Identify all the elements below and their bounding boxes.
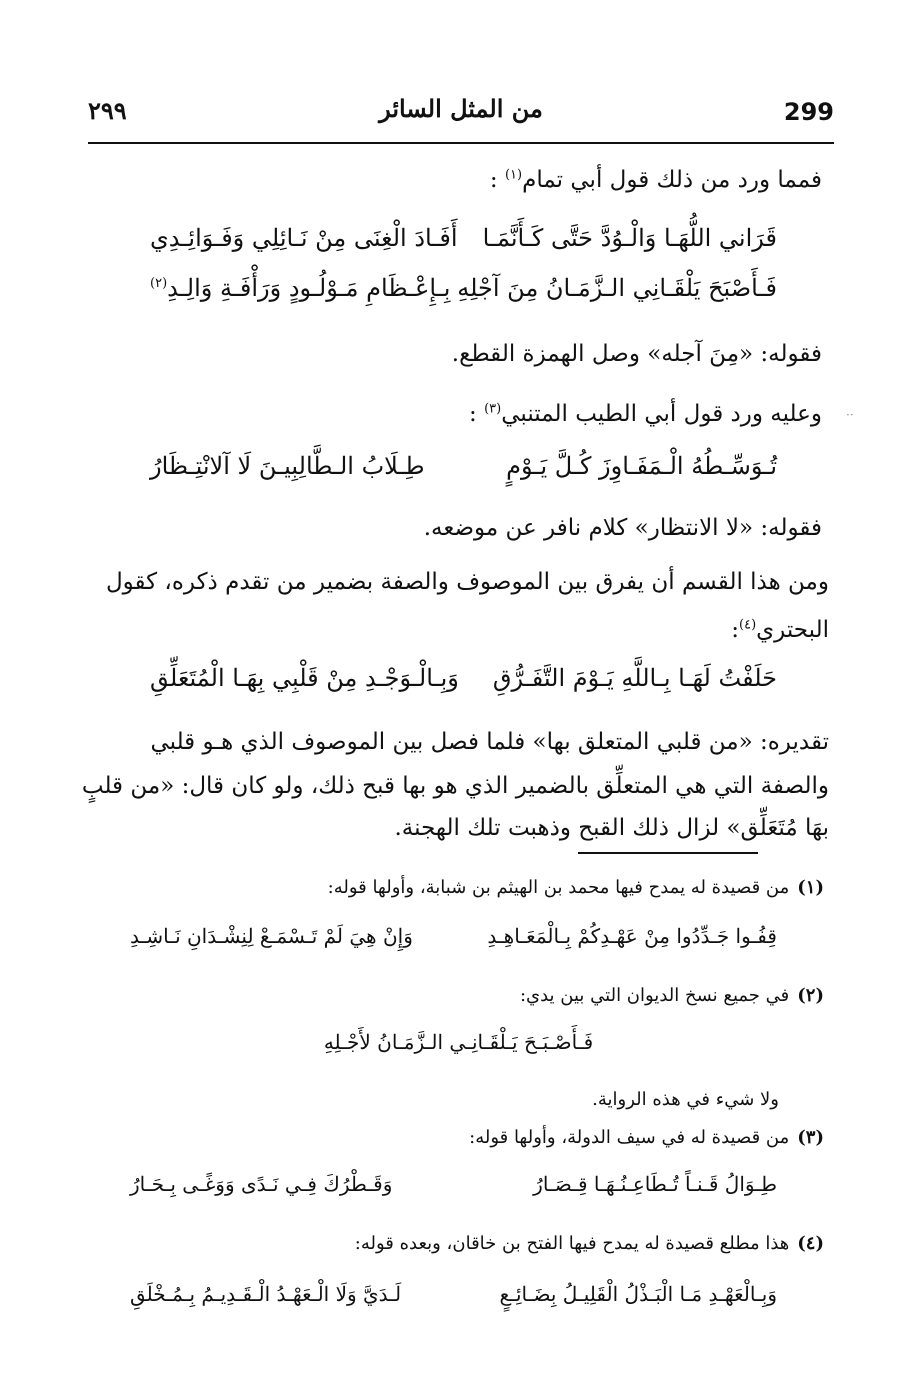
verse-line [150,266,777,310]
intro-abu-tammam [88,160,822,200]
footnote-verse [130,914,777,958]
verse-hemistich-second: وَبِـالْـوَجْـدِ مِنْ قَلْبِي بِهَـا الْمُتَعَلِّقِ [150,664,459,692]
paragraph-line: بهَا مُتَعَلِّق» لزال ذلك القبح وذهبت تلك الهجنة. [394,815,829,841]
footnote-mark: (١) [797,877,824,898]
intro-text: فمما ورد من ذلك قول أبي تمام [522,167,822,193]
paragraph-line: تقديره: «من قلبي المتعلق بها» فلما فصل بين الموصوف الذي هـو قلبي [150,729,829,755]
intro-mutanabbi [88,394,822,434]
header-rule [88,142,834,144]
paragraph-line: والصفة التي هي المتعلِّق بالضمير الذي هو بها قبح ذلك، ولو كان قال: «من قلبٍ [81,773,829,799]
verse-hemistich-second: وَقَـطْرُكَ فِـي نَـدًى وَوَغًـى بِـحَـارُ [130,1172,393,1196]
footnote-3 [110,1122,824,1154]
footnote-2 [110,980,824,1012]
verse-hemistich-second: وَإِنْ هِيَ لَمْ تَـسْمَـعْ لِنِشْـدَانِ نَـاشِـدِ [130,924,413,948]
verse-hemistich-second [150,266,450,310]
footnote-text: هذا مطلع قصيدة له يمدح فيها الفتح بن خاقان، وبعده قوله: [354,1233,790,1254]
comment-paragraph: فقوله: «مِنَ آجله» وصل الهمزة القطع. [451,341,822,367]
footnote-mark: (٣) [797,1127,824,1148]
footnote-verse [130,1162,777,1206]
verse-hemistich-first: تُـوَسِّـطُهُ الْـمَفَـاوِزَ كُـلَّ يَـوْمٍ [506,452,777,480]
running-header [88,90,834,142]
page-number-arabic: ٢٩٩ [88,96,127,125]
footnote-ref-2: (٢) [150,276,168,291]
verse-hemistich-second: طِـلَابُ الـطَّالِبِيـنَ لَا آلانْتِـظَارُ [150,452,425,480]
verse-hemistich-first: قَرَاني اللُّهَـا وَالْـوُدَّ حَتَّى كَـأَنَّمَـا [482,224,777,252]
verse-hemistich-first: طِـوَالُ قَـنـاً تُـطَاعِـنُـهَـا قِـصَـارُ [533,1172,777,1196]
footnote-separator [578,852,758,854]
paragraph-line: ومن هذا القسم أن يفرق بين الموصوف والصفة بضمير من تقدم ذكره، كقول [105,569,829,595]
footnote-ref-1: (١) [504,167,523,183]
intro-text: وعليه ورد قول أبي الطيب المتنبي [501,401,822,427]
footnote-verse [130,1272,777,1316]
margin-mark: ·· [846,408,854,422]
verse-line [150,656,777,700]
footnote-text: في جميع نسخ الديوان التي بين يدي: [519,985,790,1006]
footnote-mark: (٤) [797,1233,824,1254]
verse-hemistich-first: حَلَفْتُ لَهَـا بِـاللَّهِ يَـوْمَ التَّفَـرُّقِ [492,664,777,692]
page-number-western: 299 [783,98,834,126]
paragraph-line [88,610,829,650]
footnote-text: من قصيدة له في سيف الدولة، وأولها قوله: [469,1127,790,1148]
verse-line [150,216,777,260]
comment-paragraph: فقوله: «لا الانتظار» كلام نافر عن موضعه. [423,515,822,541]
footnote-ref-4: (٤) [739,617,757,633]
verse-hemistich-second: لَـدَيَّ وَلَا الْـعَهْـدُ الْـقَـدِيـمُ بِـمُـخْلَقِ [130,1282,402,1306]
colon: : [469,401,477,427]
verse-hemistich-first: قِفُـوا جَـدِّدُوا مِنْ عَهْـدِكُمْ بِـالْمَعَـاهِـدِ [487,924,777,948]
footnote-mark: (٢) [797,985,824,1006]
footnote-continuation: ولا شيء في هذه الرواية. [592,1089,779,1110]
footnote-text: من قصيدة له يمدح فيها محمد بن الهيثم بن شبابة، وأولها قوله: [327,877,790,898]
footnote-1 [110,872,824,904]
verse-line [150,444,777,488]
verse-text: بِـإِعْـظَامِ مَـوْلُـودٍ وَرَأْفَـةِ وَالِـدِ [167,274,451,302]
colon: : [731,617,740,643]
footnote-ref-3: (٣) [484,401,502,417]
verse-hemistich-first: وَبِـالْعَهْـدِ مَـا الْبَـذْلُ الْقَلِيـلُ بِضَـائِـعٍ [499,1282,777,1306]
running-title: من المثل السائر [379,94,543,123]
footnote-4 [110,1228,824,1260]
verse-hemistich-first: فَـأَصْبَحَ يَلْقَـانِي الـزَّمَـانُ مِنَ آجْلِهِ [457,274,777,302]
poet-name: البحتري [756,617,829,643]
colon: : [489,167,498,193]
verse-hemistich-second: أَفَـادَ الْغِنَى مِنْ نَـائِلِي وَفَـوَائِـدِي [150,224,458,252]
footnote-verse-single: فَـأَصْـبَـحَ يَـلْقَـانِـي الـزَّمَـانُ لأَجْـلِهِ [323,1030,594,1054]
